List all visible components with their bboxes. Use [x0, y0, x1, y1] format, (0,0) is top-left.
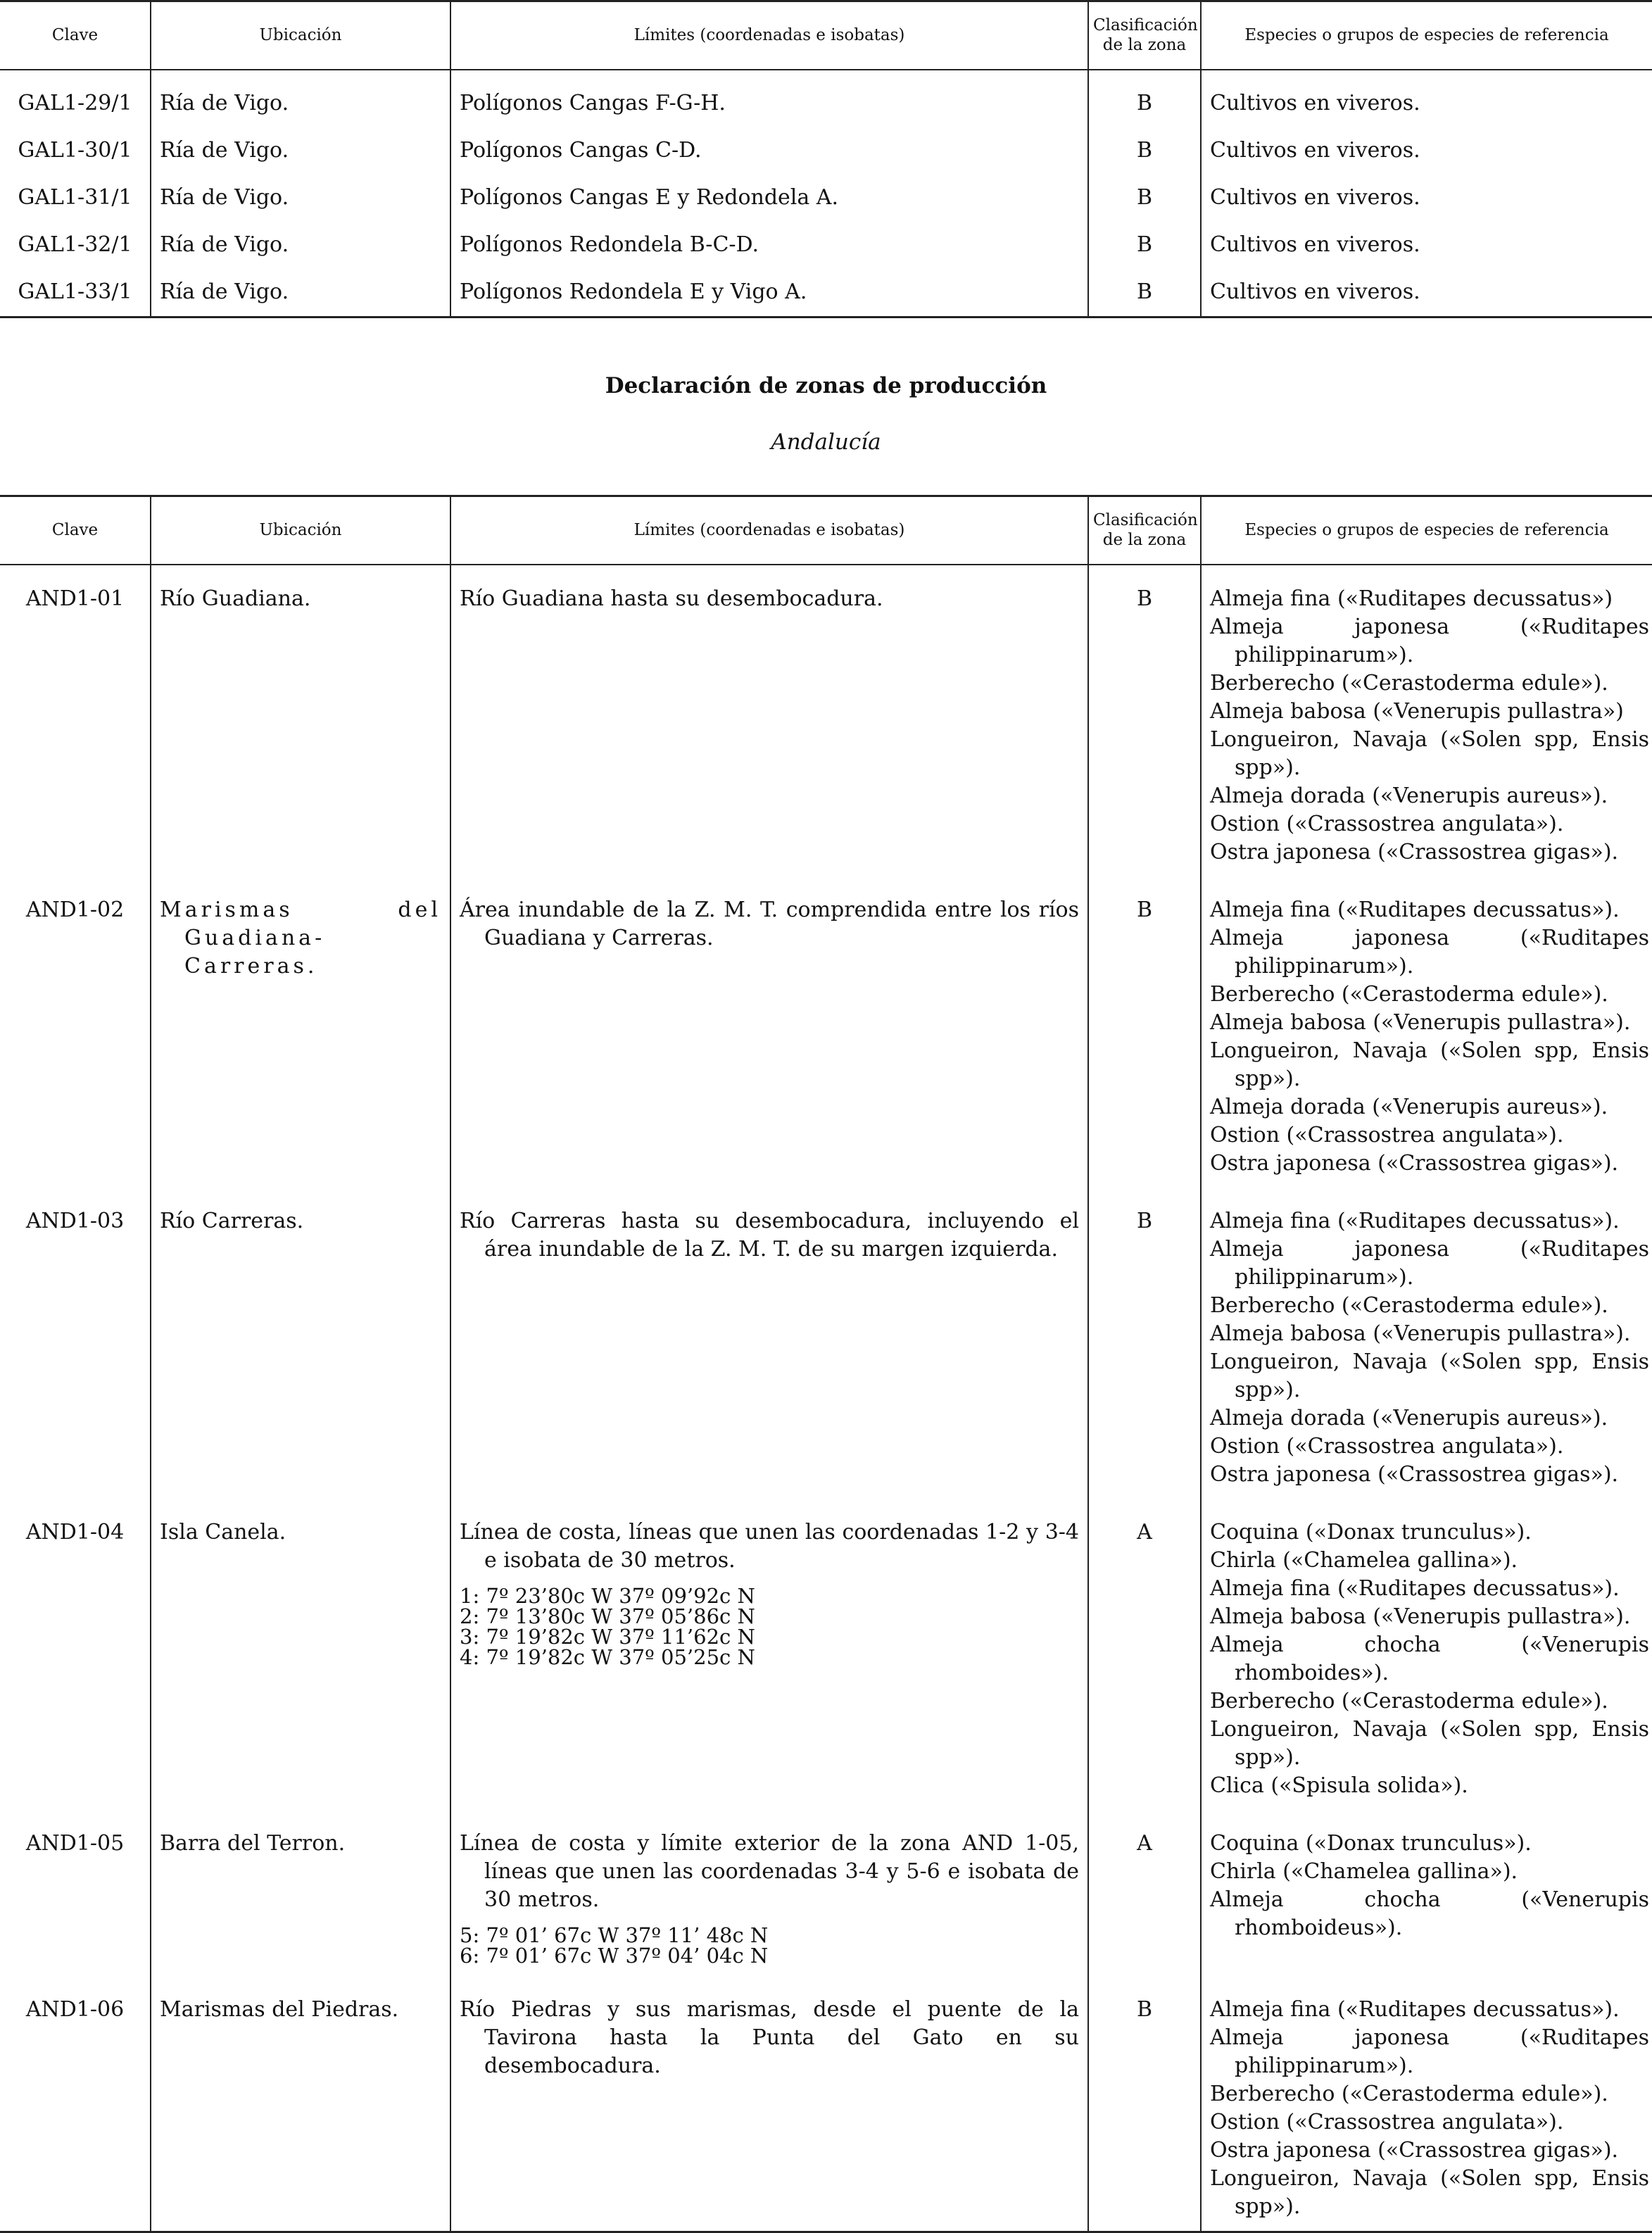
limites-text: Río Carreras hasta su desembocadura, incluyendo el área inundable de la Z. M. T. de su margen izquierda. — [460, 1208, 1079, 1262]
species-item: Almeja dorada («Venerupis aureus»). — [1210, 783, 1608, 808]
cell-especies: Cultivos en viveros. — [1201, 70, 1652, 127]
species-item: Almeja japonesa («Ruditapes philippinarum»). — [1210, 925, 1649, 979]
species-item: Almeja babosa («Venerupis pullastra»). — [1210, 1604, 1631, 1629]
cell-especies: Cultivos en viveros. — [1201, 269, 1652, 317]
cell-clave: AND1-01 — [0, 565, 151, 876]
cell-ubicacion: Ría de Vigo. — [151, 70, 450, 127]
species-item: Longueiron, Navaja («Solen spp, Ensis spp»). — [1210, 1038, 1649, 1091]
species-item: Berberecho («Cerastoderma edule»). — [1210, 1292, 1608, 1318]
ubicacion-text: Marismas del Guadiana-Carreras. — [160, 897, 441, 979]
table-row — [0, 127, 1652, 175]
coordinate-line: 2: 7º 13’80c W 37º 05’86c N — [460, 1604, 755, 1628]
header-clave: Clave — [0, 1, 151, 70]
cell-ubicacion: Ría de Vigo. — [151, 127, 450, 175]
species-item: Coquina («Donax trunculus»). — [1210, 1830, 1532, 1856]
cell-limites: Polígonos Cangas F-G-H. — [450, 70, 1088, 127]
cell-clasificacion: B — [1088, 70, 1201, 127]
cell-limites — [450, 1976, 1088, 2232]
cell-clasificacion: B — [1088, 876, 1201, 1188]
cell-clave: GAL1-29/1 — [0, 70, 151, 127]
cell-limites: Polígonos Redondela B-C-D. — [450, 222, 1088, 269]
species-item: Clica («Spisula solida»). — [1210, 1773, 1468, 1798]
species-item: Ostra japonesa («Crassostrea gigas»). — [1210, 839, 1619, 864]
ubicacion-text: Río Guadiana. — [160, 586, 311, 611]
cell-ubicacion — [151, 876, 450, 1188]
cell-ubicacion — [151, 1499, 450, 1810]
cell-limites — [450, 565, 1088, 876]
cell-ubicacion — [151, 1976, 450, 2232]
table-row — [0, 70, 1652, 127]
species-item: Longueiron, Navaja («Solen spp, Ensis spp»). — [1210, 1349, 1649, 1402]
andalucia-zones-table — [0, 495, 1652, 2233]
species-item: Almeja fina («Ruditapes decussatus»). — [1210, 1208, 1620, 1233]
species-item: Coquina («Donax trunculus»). — [1210, 1519, 1532, 1545]
table-row — [0, 1188, 1652, 1499]
cell-especies — [1201, 565, 1652, 876]
table-row — [0, 876, 1652, 1188]
cell-clasificacion: A — [1088, 1499, 1201, 1810]
cell-clave: GAL1-32/1 — [0, 222, 151, 269]
cell-clave: GAL1-30/1 — [0, 127, 151, 175]
cell-especies — [1201, 1499, 1652, 1810]
header-clasificacion: Clasificación de la zona — [1088, 496, 1201, 565]
cell-clasificacion: B — [1088, 175, 1201, 222]
header-especies: Especies o grupos de especies de referencia — [1201, 1, 1652, 70]
table-header — [0, 496, 1652, 565]
species-item: Ostra japonesa («Crassostrea gigas»). — [1210, 1150, 1619, 1176]
species-item: Longueiron, Navaja («Solen spp, Ensis spp»). — [1210, 726, 1649, 780]
cell-ubicacion: Ría de Vigo. — [151, 269, 450, 317]
cell-limites: Polígonos Cangas C-D. — [450, 127, 1088, 175]
limites-text: Línea de costa y límite exterior de la zona AND 1-05, líneas que unen las coordenadas 3-4 y 5-6 e isobata de 30 metros. — [460, 1830, 1079, 1912]
species-item: Almeja japonesa («Ruditapes philippinarum»). — [1210, 2025, 1649, 2078]
species-item: Almeja dorada («Venerupis aureus»). — [1210, 1405, 1608, 1430]
table-row — [0, 222, 1652, 269]
cell-limites — [450, 1810, 1088, 1976]
species-item: Almeja fina («Ruditapes decussatus»). — [1210, 1996, 1620, 2022]
cell-especies: Cultivos en viveros. — [1201, 127, 1652, 175]
cell-especies — [1201, 1976, 1652, 2232]
cell-especies — [1201, 1810, 1652, 1976]
ubicacion-text: Barra del Terron. — [160, 1830, 346, 1856]
header-clave: Clave — [0, 496, 151, 565]
cell-limites — [450, 1499, 1088, 1810]
table-row — [0, 1976, 1652, 2232]
coordinates-list — [460, 1925, 1079, 1966]
coordinates-list — [460, 1583, 1079, 1669]
species-item: Berberecho («Cerastoderma edule»). — [1210, 981, 1608, 1007]
species-item: Berberecho («Cerastoderma edule»). — [1210, 1688, 1608, 1713]
cell-clave: GAL1-33/1 — [0, 269, 151, 317]
table-row — [0, 1810, 1652, 1976]
cell-clave: AND1-04 — [0, 1499, 151, 1810]
species-item: Ostion («Crassostrea angulata»). — [1210, 2109, 1564, 2134]
species-item: Ostra japonesa («Crassostrea gigas»). — [1210, 1461, 1619, 1487]
cell-clasificacion: A — [1088, 1810, 1201, 1976]
cell-limites — [450, 1188, 1088, 1499]
cell-limites: Polígonos Redondela E y Vigo A. — [450, 269, 1088, 317]
header-ubicacion: Ubicación — [151, 496, 450, 565]
coordinate-line: 6: 7º 01’ 67c W 37º 04’ 04c N — [460, 1943, 769, 1968]
species-item: Berberecho («Cerastoderma edule»). — [1210, 2081, 1608, 2106]
table-row — [0, 1499, 1652, 1810]
cell-ubicacion: Ría de Vigo. — [151, 175, 450, 222]
ubicacion-text: Marismas del Piedras. — [160, 1996, 399, 2022]
galicia-zones-table — [0, 0, 1652, 318]
species-item: Longueiron, Navaja («Solen spp, Ensis spp»). — [1210, 1716, 1649, 1770]
cell-clasificacion: B — [1088, 1976, 1201, 2232]
galicia-table-body — [0, 70, 1652, 317]
cell-especies — [1201, 1188, 1652, 1499]
species-item: Chirla («Chamelea gallina»). — [1210, 1547, 1518, 1573]
species-item: Almeja japonesa («Ruditapes philippinarum»). — [1210, 614, 1649, 667]
cell-clasificacion: B — [1088, 565, 1201, 876]
limites-text: Línea de costa, líneas que unen las coordenadas 1-2 y 3-4 e isobata de 30 metros. — [460, 1519, 1079, 1573]
limites-text: Río Piedras y sus marismas, desde el puente de la Tavirona hasta la Punta del Gato en su desembocadura. — [460, 1996, 1079, 2078]
cell-clasificacion: B — [1088, 269, 1201, 317]
limites-text: Área inundable de la Z. M. T. comprendida entre los ríos Guadiana y Carreras. — [460, 897, 1079, 950]
cell-especies: Cultivos en viveros. — [1201, 222, 1652, 269]
coordinate-line: 3: 7º 19’82c W 37º 11’62c N — [460, 1624, 755, 1649]
header-ubicacion: Ubicación — [151, 1, 450, 70]
species-item: Ostion («Crassostrea angulata»). — [1210, 811, 1564, 836]
cell-limites: Polígonos Cangas E y Redondela A. — [450, 175, 1088, 222]
header-clasificacion: Clasificación de la zona — [1088, 1, 1201, 70]
table-header — [0, 1, 1652, 70]
species-item: Almeja fina («Ruditapes decussatus»). — [1210, 1575, 1620, 1601]
limites-text: Río Guadiana hasta su desembocadura. — [460, 586, 883, 611]
cell-clasificacion: B — [1088, 222, 1201, 269]
table-row — [0, 175, 1652, 222]
cell-especies: Cultivos en viveros. — [1201, 175, 1652, 222]
species-item: Almeja fina («Ruditapes decussatus») — [1210, 586, 1613, 611]
cell-ubicacion — [151, 565, 450, 876]
species-item: Almeja dorada («Venerupis aureus»). — [1210, 1094, 1608, 1119]
header-limites: Límites (coordenadas e isobatas) — [450, 1, 1088, 70]
species-item: Ostion («Crassostrea angulata»). — [1210, 1122, 1564, 1147]
cell-limites — [450, 876, 1088, 1188]
andalucia-table-body — [0, 565, 1652, 2232]
species-item: Almeja babosa («Venerupis pullastra») — [1210, 698, 1624, 724]
cell-clasificacion: B — [1088, 1188, 1201, 1499]
ubicacion-text: Isla Canela. — [160, 1519, 286, 1545]
section-title: Declaración de zonas de producción — [605, 373, 1047, 398]
cell-ubicacion — [151, 1810, 450, 1976]
coordinate-line: 5: 7º 01’ 67c W 37º 11’ 48c N — [460, 1923, 769, 1947]
header-limites: Límites (coordenadas e isobatas) — [450, 496, 1088, 565]
cell-clave: AND1-06 — [0, 1976, 151, 2232]
cell-especies — [1201, 876, 1652, 1188]
cell-ubicacion — [151, 1188, 450, 1499]
ubicacion-text: Río Carreras. — [160, 1208, 304, 1233]
species-item: Almeja japonesa («Ruditapes philippinarum»). — [1210, 1236, 1649, 1290]
species-item: Almeja chocha («Venerupis rhomboides»). — [1210, 1632, 1649, 1685]
table-row — [0, 269, 1652, 317]
species-item: Almeja chocha («Venerupis rhomboideus»). — [1210, 1887, 1649, 1940]
cell-clave: AND1-05 — [0, 1810, 151, 1976]
species-item: Longueiron, Navaja («Solen spp, Ensis spp»). — [1210, 2165, 1649, 2219]
species-item: Berberecho («Cerastoderma edule»). — [1210, 670, 1608, 696]
species-item: Chirla («Chamelea gallina»). — [1210, 1858, 1518, 1884]
table-row — [0, 565, 1652, 876]
cell-ubicacion: Ría de Vigo. — [151, 222, 450, 269]
coordinate-line: 4: 7º 19’82c W 37º 05’25c N — [460, 1644, 755, 1669]
header-especies: Especies o grupos de especies de referencia — [1201, 496, 1652, 565]
species-item: Ostion («Crassostrea angulata»). — [1210, 1433, 1564, 1459]
species-item: Almeja babosa («Venerupis pullastra»). — [1210, 1009, 1631, 1035]
species-item: Ostra japonesa («Crassostrea gigas»). — [1210, 2137, 1619, 2163]
cell-clave: AND1-03 — [0, 1188, 151, 1499]
cell-clasificacion: B — [1088, 127, 1201, 175]
cell-clave: AND1-02 — [0, 876, 151, 1188]
species-item: Almeja fina («Ruditapes decussatus»). — [1210, 897, 1620, 922]
species-item: Almeja babosa («Venerupis pullastra»). — [1210, 1321, 1631, 1346]
cell-clave: GAL1-31/1 — [0, 175, 151, 222]
region-subtitle: Andalucía — [771, 429, 881, 455]
coordinate-line: 1: 7º 23’80c W 37º 09’92c N — [460, 1583, 755, 1608]
